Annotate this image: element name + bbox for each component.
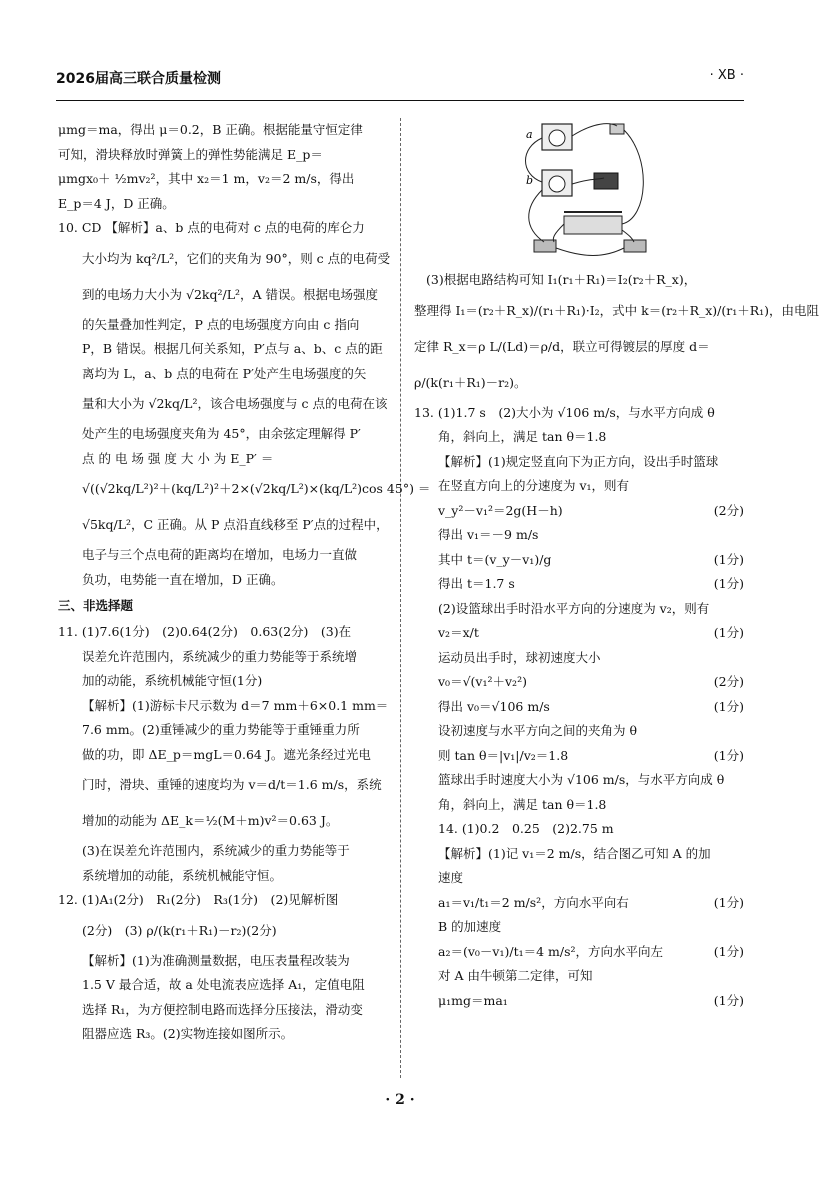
equation-row <box>414 670 744 695</box>
column-divider <box>400 118 401 1078</box>
equation-row <box>414 499 744 524</box>
text-line: E_p＝4 J，D 正确。 <box>58 195 175 211</box>
equation-row <box>414 695 744 720</box>
score-mark: (1分) <box>713 992 744 1008</box>
equation-text: a₁＝v₁/t₁＝2 m/s²，方向水平向右 <box>438 894 629 910</box>
text-line: 离均为 L，a、b 点的电荷在 P′处产生电场强度的矢 <box>82 365 367 381</box>
left-column <box>58 118 431 1047</box>
edition-tag: · XB · <box>709 68 744 83</box>
text-line: (3)在误差允许范围内，系统减少的重力势能等于 <box>82 843 350 858</box>
score-mark: (1分) <box>713 747 744 763</box>
score-mark: (1分) <box>713 943 744 959</box>
score-mark: (1分) <box>713 894 744 910</box>
question-12: 12. (1)A₁(2分) R₁(2分) R₃(1分) (2)见解析图 <box>58 892 339 907</box>
text-line: 可知，滑块释放时弹簧上的弹性势能满足 E_p＝ <box>58 146 323 162</box>
text-line: 1.5 V 最合适，故 a 处电流表应选择 A₁，定值电阻 <box>82 977 365 992</box>
equation-text: 速度 <box>438 870 464 885</box>
text-line: 点 的 电 场 强 度 大 小 为 E_P′ ＝ <box>82 450 274 466</box>
text-line: 加的动能，系统机械能守恒(1分) <box>82 673 263 688</box>
text-line: 角，斜向上，满足 tan θ＝1.8 <box>438 429 607 444</box>
equation-text: 篮球出手时速度大小为 √106 m/s，与水平方向成 θ <box>438 772 725 787</box>
text-line: 误差允许范围内，系统减少的重力势能等于系统增 <box>82 648 358 664</box>
right-column <box>414 118 819 1013</box>
text-line: 负功，电势能一直在增加，D 正确。 <box>82 571 284 587</box>
score-mark: (1分) <box>713 625 744 640</box>
equation-text: 则 tan θ＝|v₁|/v₂＝1.8 <box>438 747 569 763</box>
equation-text: 得出 v₁＝－9 m/s <box>438 527 539 542</box>
ammeter-a-label: a <box>526 128 533 141</box>
circuit-figure <box>414 118 744 268</box>
text-line: 在竖直方向上的分速度为 v₁，则有 <box>438 478 630 493</box>
header-rule <box>56 100 744 101</box>
equation-row <box>414 621 744 646</box>
circuit-diagram <box>514 118 654 263</box>
text-line: 大小均为 kq²/L²，它们的夹角为 90°，则 c 点的电荷受 <box>82 250 391 266</box>
question-13: 13. (1)1.7 s (2)大小为 √106 m/s，与水平方向成 θ <box>414 404 715 420</box>
text-line: 整理得 I₁＝(r₂＋R_x)/(r₁＋R₁)·I₂，式中 k＝(r₂＋R_x)/(r₁＋R₁)，由电阻 <box>414 302 819 318</box>
score-mark: (1分) <box>713 576 744 591</box>
equation-row <box>414 891 744 916</box>
text-line: P，B 错误。根据几何关系知，P′点与 a、b、c 点的距 <box>82 341 383 356</box>
text-line: √5kq/L²，C 正确。从 P 点沿直线移至 P′点的过程中， <box>82 517 389 532</box>
text-line: 【解析】(1)为准确测量数据，电压表量程改装为 <box>82 952 350 968</box>
score-mark: (2分) <box>713 502 744 518</box>
text-line: 的矢量叠加性判定，P 点的电场强度方向由 c 指向 <box>82 316 360 332</box>
equation-row <box>414 989 744 1014</box>
text-line: 电子与三个点电荷的距离均在增加，电场力一直做 <box>82 547 358 562</box>
equation-text: B 的加速度 <box>438 919 502 934</box>
text-line: 增加的动能为 ΔE_k＝½(M＋m)v²＝0.63 J。 <box>82 813 339 828</box>
text-line: μmgx₀＋ ½mv₂²，其中 x₂＝1 m，v₂＝2 m/s，得出 <box>58 171 355 186</box>
question-10: 10. CD 【解析】a、b 点的电荷对 c 点的电荷的库仑力 <box>58 220 365 235</box>
text-line: ρ/(k(r₁＋R₁)－r₂)。 <box>414 374 527 390</box>
equation-text: 设初速度与水平方向之间的夹角为 θ <box>438 723 637 738</box>
equation-row <box>414 964 744 989</box>
text-line: 到的电场力大小为 √2kq²/L²，A 错误。根据电场强度 <box>82 286 379 302</box>
equation-row <box>414 572 744 597</box>
equation-row <box>414 768 744 793</box>
text-line: μmg＝ma，得出 μ＝0.2，B 正确。根据能量守恒定律 <box>58 122 363 137</box>
equation-text: 得出 t＝1.7 s <box>438 576 515 591</box>
equation-row <box>414 548 744 573</box>
text-line: 量和大小为 √2kq/L²，该合电场强度与 c 点的电荷在该 <box>82 396 388 411</box>
equation-row <box>414 915 744 940</box>
ammeter-b-label: b <box>526 174 534 187</box>
equation-row <box>414 940 744 965</box>
equation-text: 其中 t＝(v_y－v₁)/g <box>438 551 552 567</box>
page-number: · 2 · <box>385 1092 415 1108</box>
equation-text: v_y²－v₁²＝2g(H－h) <box>438 502 563 518</box>
question-11: 11. (1)7.6(1分) (2)0.64(2分) 0.63(2分) (3)在 <box>58 624 352 639</box>
equation-text: 对 A 由牛顿第二定律，可知 <box>438 968 593 983</box>
section-heading: 三、非选择题 <box>58 598 134 613</box>
score-mark: (2分) <box>713 674 744 689</box>
equation-row <box>414 793 744 818</box>
text-line: 门时，滑块、重锤的速度均为 v＝d/t＝1.6 m/s，系统 <box>82 777 382 792</box>
equation-row <box>414 842 744 867</box>
text-line: 系统增加的动能，系统机械能守恒。 <box>82 867 283 883</box>
score-mark: (1分) <box>713 551 744 567</box>
equation-row <box>414 817 744 842</box>
text-line: 【解析】(1)规定竖直向下为正方向，设出手时篮球 <box>438 453 719 469</box>
text-line: 做的功，即 ΔE_p＝mgL＝0.64 J。遮光条经过光电 <box>82 746 371 762</box>
equation-text: a₂＝(v₀－v₁)/t₁＝4 m/s²，方向水平向左 <box>438 943 664 959</box>
equation-text: 14. (1)0.2 0.25 (2)2.75 m <box>438 821 614 836</box>
text-line: (2分) (3) ρ/(k(r₁＋R₁)－r₂)(2分) <box>82 922 277 938</box>
equation-text: 【解析】(1)记 v₁＝2 m/s，结合图乙可知 A 的加 <box>438 845 711 861</box>
equation-text: μ₁mg＝ma₁ <box>438 992 508 1008</box>
equation-text: (2)设篮球出手时沿水平方向的分速度为 v₂，则有 <box>438 600 710 616</box>
equation-row <box>414 744 744 769</box>
equation-text: v₀＝√(v₁²＋v₂²) <box>438 674 527 689</box>
text-line: √((√2kq/L²)²＋(kq/L²)²＋2×(√2kq/L²)×(kq/L²)cos 45°) ＝ <box>82 481 431 496</box>
equation-row <box>414 646 744 671</box>
text-line: 阻器应选 R₃。(2)实物连接如图所示。 <box>82 1026 294 1041</box>
equation-row <box>414 719 744 744</box>
text-line: 7.6 mm。(2)重锤减少的重力势能等于重锤重力所 <box>82 722 360 737</box>
equation-row <box>414 866 744 891</box>
text-line: (3)根据电路结构可知 I₁(r₁＋R₁)＝I₂(r₂＋R_x)， <box>426 272 697 287</box>
text-line: 【解析】(1)游标卡尺示数为 d＝7 mm＋6×0.1 mm＝ <box>82 697 389 713</box>
equation-text: 角，斜向上，满足 tan θ＝1.8 <box>438 796 607 812</box>
text-line: 选择 R₁，为方便控制电路而选择分压接法，滑动变 <box>82 1001 363 1017</box>
score-mark: (1分) <box>713 698 744 714</box>
equation-text: v₂＝x/t <box>438 625 479 640</box>
equation-list <box>414 499 744 1014</box>
document-title: 2026届高三联合质量检测 <box>56 71 221 87</box>
page-header <box>56 68 744 98</box>
text-line: 定律 R_x＝ρ L/(Ld)＝ρ/d，联立可得镀层的厚度 d＝ <box>414 338 710 354</box>
equation-text: 运动员出手时，球初速度大小 <box>438 649 601 665</box>
equation-text: 得出 v₀＝√106 m/s <box>438 698 550 714</box>
equation-row <box>414 523 744 548</box>
equation-row <box>414 597 744 622</box>
text-line: 处产生的电场强度夹角为 45°，由余弦定理解得 P′ <box>82 426 361 441</box>
